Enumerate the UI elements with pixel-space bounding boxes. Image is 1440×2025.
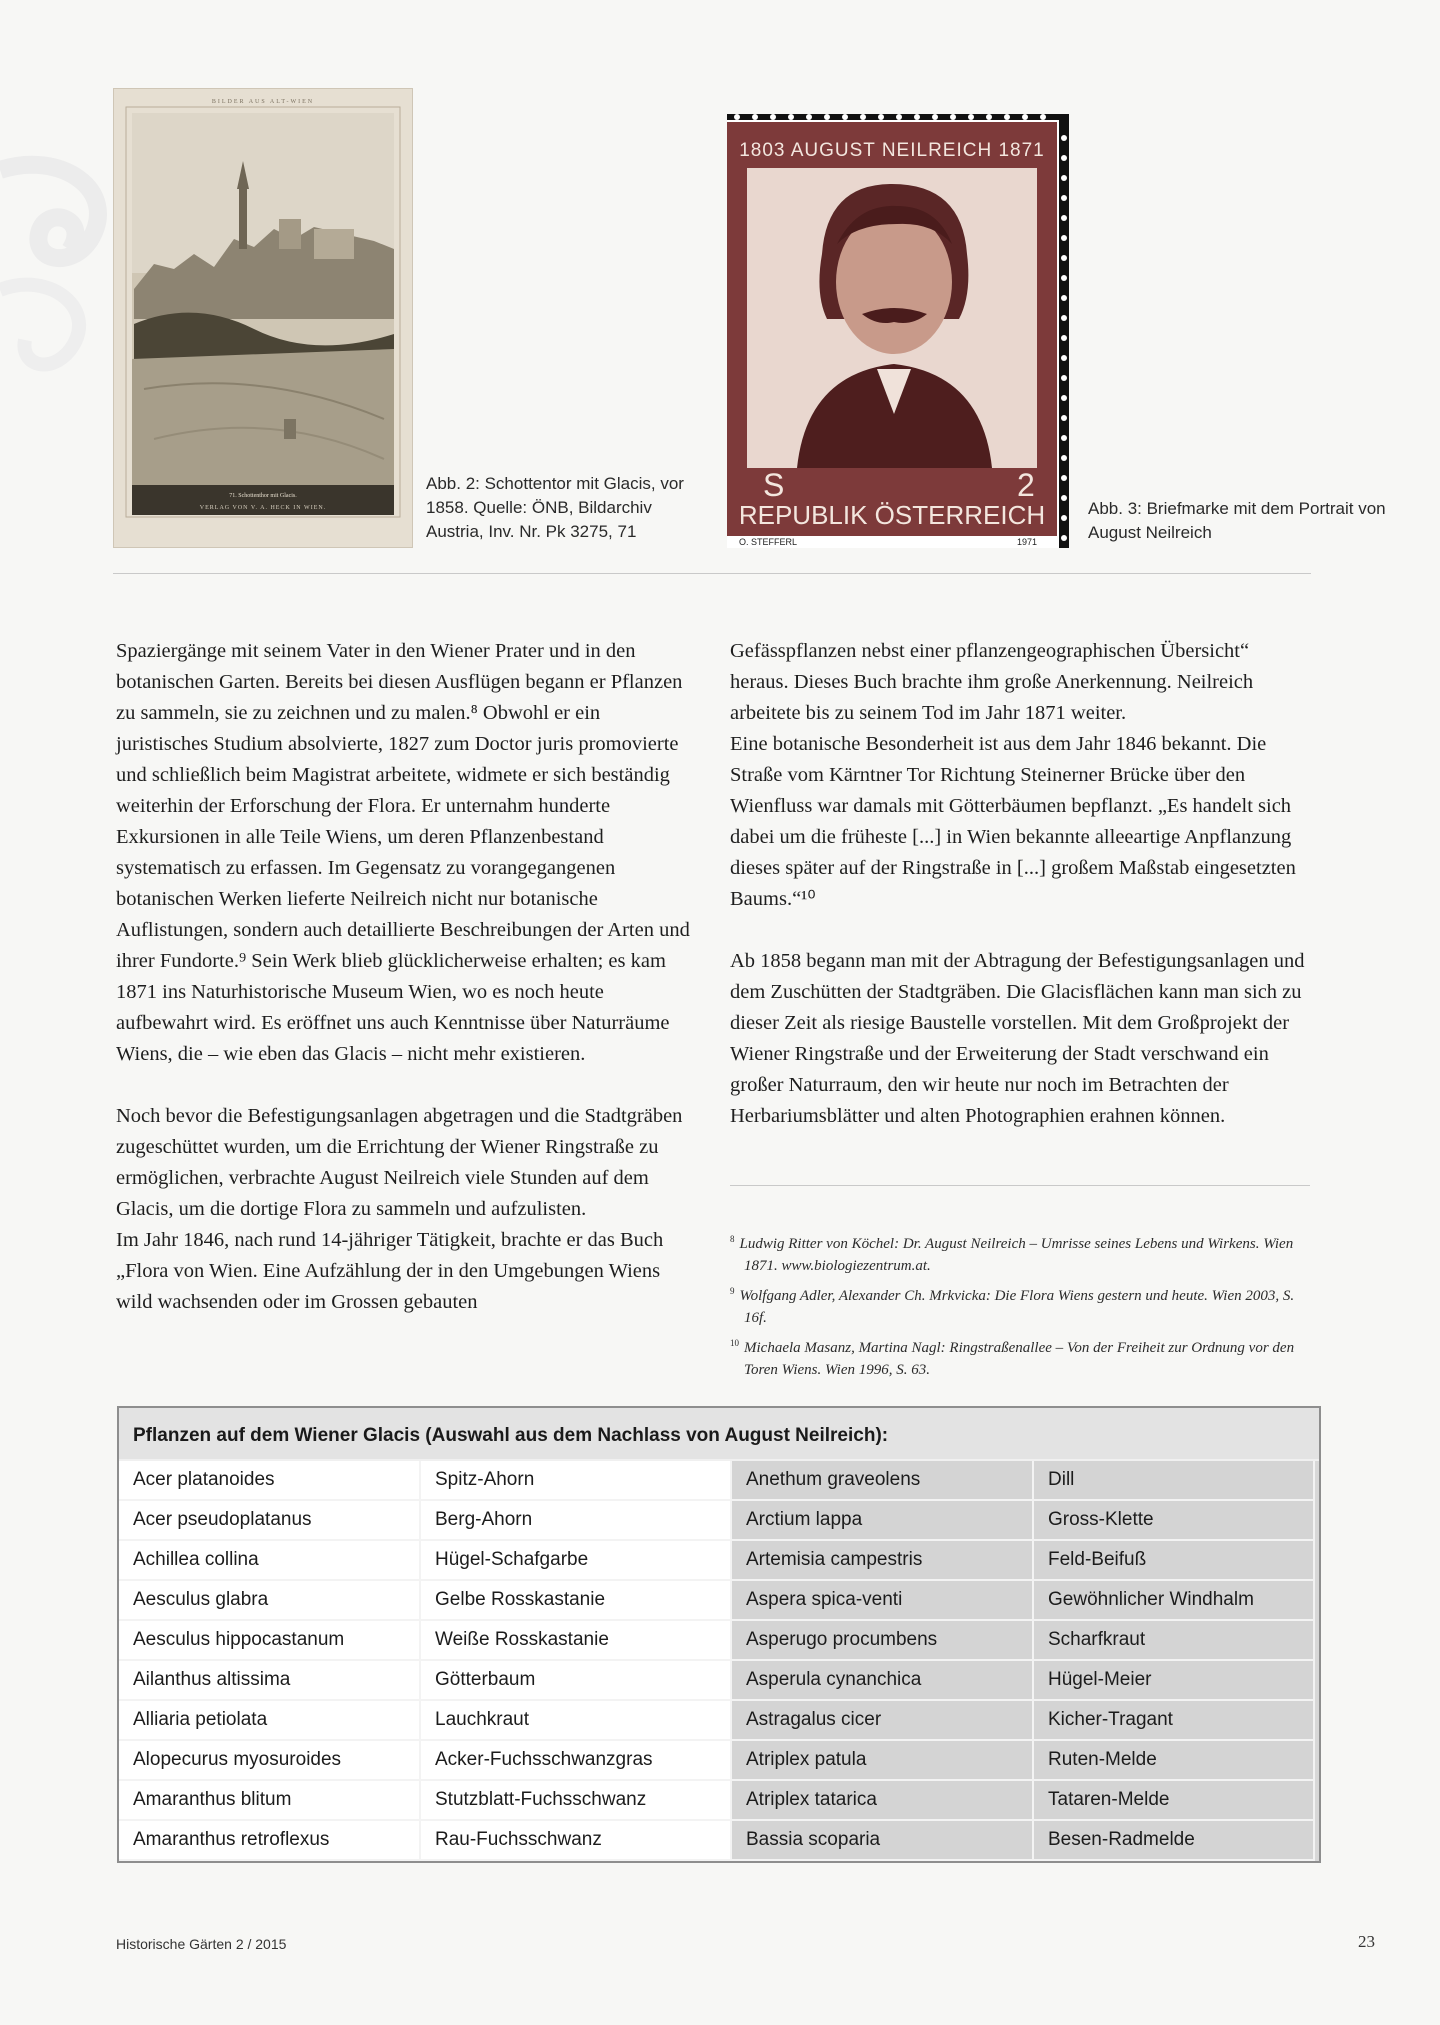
table-cell-german: Kicher-Tragant — [1034, 1701, 1315, 1741]
table-cell-german: Feld-Beifuß — [1034, 1541, 1315, 1581]
stamp-engraver: O. STEFFERL — [739, 537, 798, 547]
stamp-value-s: S — [763, 467, 785, 503]
table-cell-german: Lauchkraut — [421, 1701, 732, 1741]
table-cell-latin: Bassia scoparia — [732, 1821, 1034, 1861]
table-cell-latin: Ailanthus altissima — [119, 1661, 421, 1701]
table-grid — [119, 1461, 1319, 1861]
footnote: $^8$ Ludwig Ritter von Köchel: Dr. August Neilreich – Umrisse seines Lebens und Wirkens. Wien 1871. www.biologiezentrum.at. — [730, 1234, 1294, 1274]
table-cell-german: Gross-Klette — [1034, 1501, 1315, 1541]
footnote: $^9$ Wolfgang Adler, Alexander Ch. Mrkvicka: Die Flora Wiens gestern und heute. Wien 2003, S. 16f. — [730, 1286, 1295, 1326]
table-cell-german: Gelbe Rosskastanie — [421, 1581, 732, 1621]
table-cell-german: Acker-Fuchsschwanzgras — [421, 1741, 732, 1781]
journal-footer: Historische Gärten 2 / 2015 — [116, 1936, 287, 1952]
schottentor-photo — [113, 88, 413, 548]
table-title: Pflanzen auf dem Wiener Glacis (Auswahl aus dem Nachlass von August Neilreich): — [119, 1408, 1319, 1461]
paragraph: Gefässpflanzen nebst einer pflanzengeographischen Übersicht“ heraus. Dieses Buch brachte ihm große Anerkennung. Neilreich arbeitete bis zu seinem Tod im Jahr 1871 weiter. — [730, 640, 1254, 724]
table-cell-german: Stutzblatt-Fuchsschwanz — [421, 1781, 732, 1821]
table-cell-latin: Acer platanoides — [119, 1461, 421, 1501]
figure-3-caption: Abb. 3: Briefmarke mit dem Portrait von August Neilreich — [1088, 499, 1386, 542]
stamp-top-text: 1803 AUGUST NEILREICH 1871 — [739, 140, 1045, 161]
paragraph: Im Jahr 1846, nach rund 14-jähriger Tätigkeit, brachte er das Buch „Flora von Wien. Eine Aufzählung der in den Umgebungen Wiens wild wachsenden oder im Grossen gebauten — [116, 1229, 664, 1313]
table-cell-latin: Atriplex patula — [732, 1741, 1034, 1781]
table-cell-german: Gewöhnlicher Windhalm — [1034, 1581, 1315, 1621]
table-cell-german: Hügel-Meier — [1034, 1661, 1315, 1701]
table-cell-latin: Artemisia campestris — [732, 1541, 1034, 1581]
photo-label-line2: VERLAG VON V. A. HECK IN WIEN. — [199, 505, 327, 511]
table-cell-latin: Alopecurus myosuroides — [119, 1741, 421, 1781]
table-cell-latin: Amaranthus blitum — [119, 1781, 421, 1821]
photo-label-line1: 71. Schottenthor mit Glacis. — [229, 493, 297, 499]
stamp-year: 1971 — [1017, 537, 1038, 547]
paragraph: Spaziergänge mit seinem Vater in den Wiener Prater und in den botanischen Garten. Bereits bei diesen Ausflügen begann er Pflanzen zu sammeln, sie zu zeichnen und zu malen.⁸ Obwohl er ein juristisches Studium absolvierte, 1827 zum Doctor juris promovierte und schließlich beim Magistrat arbeitete, widmete er sich beständig weiterhin der Erforschung der Flora. Er unternahm hunderte Exkursionen in alle Teile Wiens, um deren Pflanzenbestand systematisch zu erfassen. Im Gegensatz zu vorangegangenen botanischen Werken lieferte Neilreich nicht nur botanische Auflistungen, sondern auch detaillierte Beschreibungen der Arten und ihrer Fundorte.⁹ Sein Werk blieb glücklicherweise erhalten; es kam 1871 ins Naturhistorische Museum Wien, wo es noch heute aufbewahrt wird. Es eröffnet uns auch Kenntnisse über Naturräume Wiens, die – wie eben das Glacis – nicht mehr existieren. — [116, 640, 690, 1065]
table-cell-latin: Alliaria petiolata — [119, 1701, 421, 1741]
stamp-country: REPUBLIK ÖSTERREICH — [738, 500, 1046, 530]
table-cell-german: Götterbaum — [421, 1661, 732, 1701]
plant-table — [117, 1406, 1321, 1863]
paragraph: Eine botanische Besonderheit ist aus dem Jahr 1846 bekannt. Die Straße vom Kärntner Tor Richtung Steinerner Brücke über den Wienfluss war damals mit Götterbäumen bepflanzt. „Es handelt sich dabei um die früheste [...] in Wien bekannte alleeartige Anpflanzung dieses später auf der Ringstraße in [...] großem Maßstab eingesetzten Baums.“¹⁰ — [730, 733, 1296, 910]
figure-2-caption: Abb. 2: Schottentor mit Glacis, vor 1858. Quelle: ÖNB, Bildarchiv Austria, Inv. Nr. Pk 3275, 71 — [426, 474, 684, 541]
paragraph: Ab 1858 begann man mit der Abtragung der Befestigungsanlagen und dem Zuschütten der Stadtgräben. Die Glacisflächen kann man sich zu dieser Zeit als riesige Baustelle vorstellen. Mit dem Großprojekt der Wiener Ringstraße und der Erweiterung der Stadt verschwand ein großer Naturraum, den wir heute nur noch im Betrachten der Herbariumsblätter und alten Photographien erahnen können. — [730, 950, 1305, 1127]
footnote-divider — [730, 1185, 1310, 1186]
table-cell-latin: Astragalus cicer — [732, 1701, 1034, 1741]
table-cell-german: Tataren-Melde — [1034, 1781, 1315, 1821]
table-cell-german: Berg-Ahorn — [421, 1501, 732, 1541]
page-number: 23 — [1358, 1932, 1375, 1951]
table-cell-german: Rau-Fuchsschwanz — [421, 1821, 732, 1861]
paragraph: Noch bevor die Befestigungsanlagen abgetragen und die Stadtgräben zugeschüttet wurden, um die Errichtung der Wiener Ringstraße zu ermöglichen, verbrachte August Neilreich viele Stunden auf dem Glacis, um die dortige Flora zu sammeln und aufzulisten. — [116, 1105, 683, 1220]
neilreich-stamp — [727, 114, 1069, 548]
table-cell-latin: Atriplex tatarica — [732, 1781, 1034, 1821]
table-cell-latin: Achillea collina — [119, 1541, 421, 1581]
decorative-swirl — [0, 150, 120, 380]
table-cell-german: Dill — [1034, 1461, 1315, 1501]
stamp-value-2: 2 — [1017, 467, 1035, 503]
table-cell-german: Hügel-Schafgarbe — [421, 1541, 732, 1581]
text-column-right — [730, 636, 1312, 1132]
table-cell-latin: Amaranthus retroflexus — [119, 1821, 421, 1861]
figure-divider — [113, 573, 1311, 574]
table-cell-latin: Aspera spica-venti — [732, 1581, 1034, 1621]
table-cell-latin: Anethum graveolens — [732, 1461, 1034, 1501]
table-cell-german: Besen-Radmelde — [1034, 1821, 1315, 1861]
table-cell-german: Weiße Rosskastanie — [421, 1621, 732, 1661]
text-column-left — [116, 636, 696, 1318]
table-cell-latin: Aesculus hippocastanum — [119, 1621, 421, 1661]
table-cell-german: Ruten-Melde — [1034, 1741, 1315, 1781]
table-cell-latin: Arctium lappa — [732, 1501, 1034, 1541]
table-cell-latin: Acer pseudoplatanus — [119, 1501, 421, 1541]
table-cell-latin: Aesculus glabra — [119, 1581, 421, 1621]
footnotes — [730, 1228, 1302, 1384]
footnote: $^{10}$ Michaela Masanz, Martina Nagl: Ringstraßenallee – Von der Freiheit zur Ordnung vor den Toren Wiens. Wien 1996, S. 63. — [730, 1338, 1295, 1378]
table-cell-german: Scharfkraut — [1034, 1621, 1315, 1661]
table-cell-german: Spitz-Ahorn — [421, 1461, 732, 1501]
table-cell-latin: Asperugo procumbens — [732, 1621, 1034, 1661]
photo-top-band: BILDER AUS ALT-WIEN — [211, 99, 315, 105]
table-cell-latin: Asperula cynanchica — [732, 1661, 1034, 1701]
